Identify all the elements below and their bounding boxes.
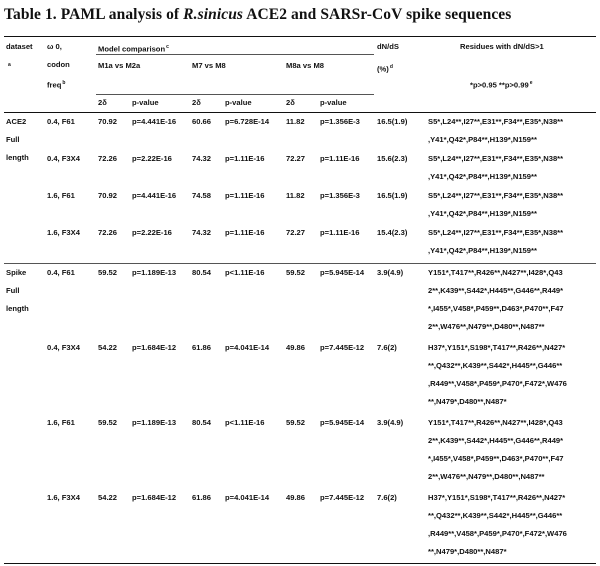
m8a-m8-2delta: 59.52 xyxy=(286,418,306,427)
positively-selected-residues: **,Q432**,K439**,S442*,H445**,G446** xyxy=(428,511,563,520)
positively-selected-residues: **,N479*,D480**,N487* xyxy=(428,397,507,406)
m1a-m2a-pvalue: p=4.441E-16 xyxy=(132,191,177,200)
m8a-m8-pvalue: p=1.11E-16 xyxy=(320,154,360,163)
m1a-m2a-pvalue: p=1.684E-12 xyxy=(132,343,177,352)
dnds-value: 3.9(4.9) xyxy=(377,418,404,427)
m7-m8-2delta: 80.54 xyxy=(192,418,212,427)
m7-m8-pvalue: p=1.11E-16 xyxy=(225,191,265,200)
m1a-m2a-2delta: 54.22 xyxy=(98,493,118,502)
header-m7-vs-m8: M7 vs M8 xyxy=(192,61,226,70)
positively-selected-residues: 2**,W476**,N479**,D480**,N487** xyxy=(428,322,545,331)
m1a-m2a-2delta: 72.26 xyxy=(98,154,118,163)
codon-model: 1.6, F3X4 xyxy=(47,228,80,237)
codon-model: 1.6, F61 xyxy=(47,418,75,427)
m7-m8-pvalue: p<1.11E-16 xyxy=(225,418,265,427)
positively-selected-residues: H37*,Y151*,S198*,T417**,R426**,N427* xyxy=(428,343,566,352)
m1a-m2a-pvalue: p=1.189E-13 xyxy=(132,418,177,427)
dnds-value: 3.9(4.9) xyxy=(377,268,404,277)
positively-selected-residues: S5*,L24**,I27**,E31**,F34**,E35*,N38** xyxy=(428,191,564,200)
codon-model: 1.6, F3X4 xyxy=(47,493,80,502)
positively-selected-residues: S5*,L24**,I27**,E31**,F34**,E35*,N38** xyxy=(428,228,564,237)
m8a-m8-pvalue: p=5.945E-14 xyxy=(320,418,365,427)
m8a-m8-pvalue: p=5.945E-14 xyxy=(320,268,365,277)
positively-selected-residues: *,I455*,V458*,P459**,D463*,P470**,F47 xyxy=(428,304,564,313)
m1a-m2a-2delta: 72.26 xyxy=(98,228,118,237)
positively-selected-residues: ,Y41*,Q42*,P84**,H139*,N159** xyxy=(428,172,537,181)
m7-m8-2delta: 61.86 xyxy=(192,493,212,502)
m7-m8-pvalue: p=4.041E-14 xyxy=(225,343,270,352)
header-freq: freq$^b$ xyxy=(47,80,66,90)
m8a-m8-2delta: 49.86 xyxy=(286,493,306,502)
dataset-name: ACE2 xyxy=(6,117,27,126)
header-pvalue-3: p-value xyxy=(320,98,347,107)
positively-selected-residues: S5*,L24**,I27**,E31**,F34**,E35*,N38** xyxy=(428,154,564,163)
dataset-name: Full xyxy=(6,286,20,295)
header-residues: Residues with dN/dS>1 xyxy=(460,42,544,51)
m1a-m2a-pvalue: p=2.22E-16 xyxy=(132,228,172,237)
dnds-value: 15.4(2.3) xyxy=(377,228,408,237)
header-codon: codon xyxy=(47,60,70,69)
dnds-value: 16.5(1.9) xyxy=(377,191,408,200)
m1a-m2a-pvalue: p=1.684E-12 xyxy=(132,493,177,502)
positively-selected-residues: Y151*,T417**,R426**,N427**,I428*,Q43 xyxy=(428,268,563,277)
header-2d-2: 2δ xyxy=(192,98,201,107)
m8a-m8-2delta: 72.27 xyxy=(286,154,306,163)
m8a-m8-2delta: 49.86 xyxy=(286,343,306,352)
m7-m8-2delta: 60.66 xyxy=(192,117,212,126)
m1a-m2a-pvalue: p=2.22E-16 xyxy=(132,154,172,163)
positively-selected-residues: **,N479*,D480**,N487* xyxy=(428,547,507,556)
group-divider-rule xyxy=(4,263,596,264)
positively-selected-residues: 2**,K439**,S442*,H445**,G446**,R449* xyxy=(428,436,564,445)
dnds-value: 16.5(1.9) xyxy=(377,117,408,126)
dataset-name: length xyxy=(6,304,29,313)
m7-m8-pvalue: p=1.11E-16 xyxy=(225,154,265,163)
dataset-name: Full xyxy=(6,135,20,144)
m7-m8-pvalue: p<1.11E-16 xyxy=(225,268,265,277)
header-dnds: dN/dS xyxy=(377,42,399,51)
positively-selected-residues: ,Y41*,Q42*,P84**,H139*,N159** xyxy=(428,246,537,255)
m1a-m2a-2delta: 54.22 xyxy=(98,343,118,352)
m1a-m2a-2delta: 59.52 xyxy=(98,268,118,277)
positively-selected-residues: Y151*,T417**,R426**,N427**,I428*,Q43 xyxy=(428,418,563,427)
header-bottom-rule xyxy=(4,112,596,113)
header-omega: ω 0, xyxy=(47,42,62,51)
m8a-m8-2delta: 59.52 xyxy=(286,268,306,277)
codon-model: 0.4, F61 xyxy=(47,117,75,126)
header-residues-significance: *p>0.95 **p>0.99$^e$ xyxy=(470,80,533,90)
m1a-m2a-pvalue: p=4.441E-16 xyxy=(132,117,177,126)
m8a-m8-2delta: 72.27 xyxy=(286,228,306,237)
m7-m8-pvalue: p=6.728E-14 xyxy=(225,117,270,126)
table-top-rule xyxy=(4,36,596,37)
title-suffix: ACE2 and SARSr-CoV spike sequences xyxy=(243,6,512,23)
header-2d-3: 2δ xyxy=(286,98,295,107)
m7-m8-2delta: 74.58 xyxy=(192,191,212,200)
header-m8a-vs-m8: M8a vs M8 xyxy=(286,61,324,70)
header-model-comparison: Model comparison$^c$ xyxy=(98,44,169,54)
m8a-m8-pvalue: p=1.356E-3 xyxy=(320,191,360,200)
codon-model: 1.6, F61 xyxy=(47,191,75,200)
positively-selected-residues: ,R449**,V458*,P459*,P470*,F472*,W476 xyxy=(428,379,567,388)
m1a-m2a-2delta: 70.92 xyxy=(98,117,118,126)
codon-model: 0.4, F3X4 xyxy=(47,343,80,352)
positively-selected-residues: **,Q432**,K439**,S442*,H445**,G446** xyxy=(428,361,563,370)
positively-selected-residues: 2**,K439**,S442*,H445**,G446**,R449* xyxy=(428,286,564,295)
positively-selected-residues: ,R449**,V458*,P459*,P470*,F472*,W476 xyxy=(428,529,567,538)
m7-m8-2delta: 74.32 xyxy=(192,228,212,237)
codon-model: 0.4, F61 xyxy=(47,268,75,277)
dataset-name: Spike xyxy=(6,268,27,277)
dataset-name: length xyxy=(6,153,29,162)
header-dataset: dataset xyxy=(6,42,33,51)
dnds-value: 7.6(2) xyxy=(377,493,397,502)
m8a-m8-2delta: 11.82 xyxy=(286,191,305,200)
m8a-m8-pvalue: p=1.11E-16 xyxy=(320,228,360,237)
table-title xyxy=(4,6,511,24)
m7-m8-2delta: 61.86 xyxy=(192,343,212,352)
m8a-m8-pvalue: p=7.445E-12 xyxy=(320,343,365,352)
positively-selected-residues: *,I455*,V458*,P459**,D463*,P470**,F47 xyxy=(428,454,564,463)
header-dataset-note: a xyxy=(8,62,11,68)
positively-selected-residues: S5*,L24**,I27**,E31**,F34**,E35*,N38** xyxy=(428,117,564,126)
positively-selected-residues: 2**,W476**,N479**,D480**,N487** xyxy=(428,472,545,481)
subheader-underline xyxy=(96,94,374,95)
header-2d-1: 2δ xyxy=(98,98,107,107)
title-species: R.sinicus xyxy=(183,6,244,23)
m8a-m8-pvalue: p=7.445E-12 xyxy=(320,493,365,502)
m7-m8-pvalue: p=4.041E-14 xyxy=(225,493,270,502)
m7-m8-2delta: 80.54 xyxy=(192,268,212,277)
m7-m8-pvalue: p=1.11E-16 xyxy=(225,228,265,237)
m7-m8-2delta: 74.32 xyxy=(192,154,212,163)
table-bottom-rule xyxy=(4,563,596,564)
header-pvalue-1: p-value xyxy=(132,98,159,107)
positively-selected-residues: ,Y41*,Q42*,P84**,H139*,N159** xyxy=(428,209,537,218)
dnds-value: 15.6(2.3) xyxy=(377,154,408,163)
dnds-value: 7.6(2) xyxy=(377,343,397,352)
m8a-m8-pvalue: p=1.356E-3 xyxy=(320,117,360,126)
header-dnds-percent: (%)$^d$ xyxy=(377,64,393,74)
header-m1a-vs-m2a: M1a vs M2a xyxy=(98,61,141,70)
header-pvalue-2: p-value xyxy=(225,98,252,107)
m1a-m2a-pvalue: p=1.189E-13 xyxy=(132,268,177,277)
positively-selected-residues: H37*,Y151*,S198*,T417**,R426**,N427* xyxy=(428,493,566,502)
m1a-m2a-2delta: 59.52 xyxy=(98,418,118,427)
title-prefix: Table 1. PAML analysis of xyxy=(4,6,184,23)
m1a-m2a-2delta: 70.92 xyxy=(98,191,118,200)
positively-selected-residues: ,Y41*,Q42*,P84**,H139*,N159** xyxy=(428,135,537,144)
m8a-m8-2delta: 11.82 xyxy=(286,117,305,126)
codon-model: 0.4, F3X4 xyxy=(47,154,80,163)
